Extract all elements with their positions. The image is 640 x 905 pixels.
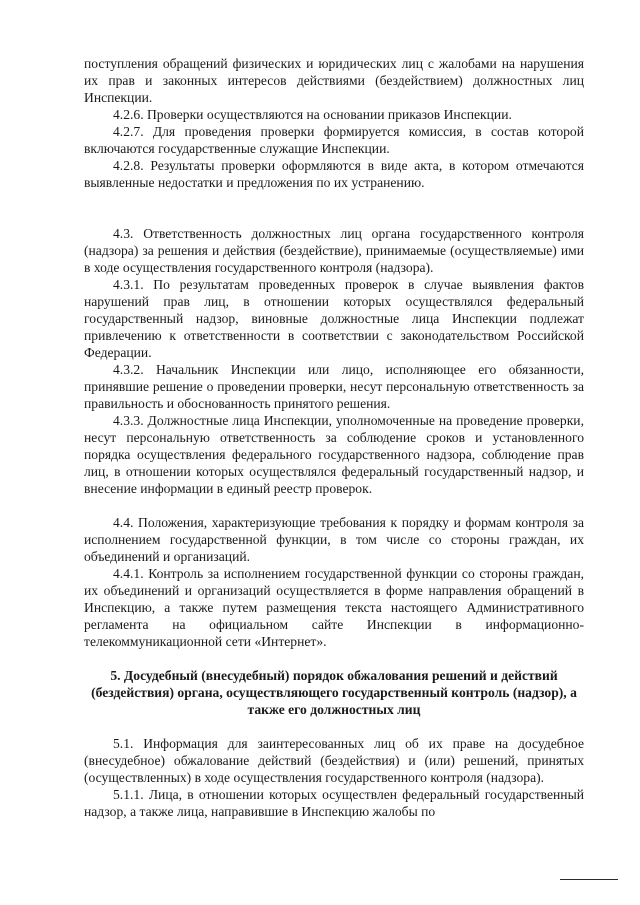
paragraph-4-3-1: 4.3.1. По результатам проведенных проверок в случае выявления фактов нарушений прав лиц, в отношении которых осуществлялся федеральный государственный надзор, виновные должностные лица Инспекции подлежат привлечению к ответственности в соответствии с законодательством Российской Федерации.: [84, 277, 584, 360]
paragraph-5-1: 5.1. Информация для заинтересованных лиц об их праве на досудебное (внесудебное) обжалование действий (бездействия) и (или) решений, принятых (осуществленных) в ходе осуществления государственного контроля (надзора).: [84, 736, 584, 785]
paragraph-5-1-1: 5.1.1. Лица, в отношении которых осуществлен федеральный государственный надзор, а также лица, направившие в Инспекцию жалобы по: [84, 787, 584, 819]
paragraph-4-2-6: 4.2.6. Проверки осуществляются на основании приказов Инспекции.: [113, 107, 512, 122]
paragraph-4-2-8: 4.2.8. Результаты проверки оформляются в виде акта, в котором отмечаются выявленные недостатки и предложения по их устранению.: [84, 158, 584, 190]
paragraph-complaints-continuation: поступления обращений физических и юридических лиц с жалобами на нарушения их прав и законных интересов действиями (бездействием) должностных лиц Инспекции.: [84, 56, 584, 105]
paragraph-4-3-2: 4.3.2. Начальник Инспекции или лицо, исполняющее его обязанности, принявшие решение о проведении проверки, несут персональную ответственность за правильность и обоснованность принятого решения.: [84, 362, 584, 411]
spacer: [84, 497, 584, 514]
paragraph-4-4: 4.4. Положения, характеризующие требования к порядку и формам контроля за исполнением государственной функции, в том числе со стороны граждан, их объединений и организаций.: [84, 515, 584, 564]
document-page: [84, 55, 584, 820]
paragraph-group-4-2: [84, 55, 584, 191]
spacer: [84, 208, 584, 225]
spacer: [84, 650, 584, 667]
paragraph-group-4-3: [84, 225, 584, 497]
footer-rule: [560, 879, 618, 880]
spacer: [84, 191, 584, 208]
spacer: [84, 718, 584, 735]
paragraph-group-5: [84, 735, 584, 820]
paragraph-4-2-7: 4.2.7. Для проведения проверки формируется комиссия, в состав которой включаются государственные служащие Инспекции.: [84, 124, 584, 156]
paragraph-4-4-1: 4.4.1. Контроль за исполнением государственной функции со стороны граждан, их объединений и организаций осуществляется в форме направления обращений в Инспекцию, а также путем размещения текста настоящего Административного регламента на официальном сайте Инспекции в информационно-телекоммуникационной сети «Интернет».: [84, 566, 584, 649]
paragraph-4-3-3: 4.3.3. Должностные лица Инспекции, уполномоченные на проведение проверки, несут персональную ответственность за соблюдение сроков и установленного порядка осуществления федерального государственного надзора, соблюдение прав лиц, в отношении которых осуществлялся федеральный государственный надзор, и внесение информации в единый реестр проверок.: [84, 413, 584, 496]
section-5-heading: 5. Досудебный (внесудебный) порядок обжалования решений и действий (бездействия) органа, осуществляющего государственный контроль (надзор), а также его должностных лиц: [91, 668, 577, 717]
paragraph-4-3: 4.3. Ответственность должностных лиц органа государственного контроля (надзора) за решения и действия (бездействие), принимаемые (осуществляемые) ими в ходе осуществления государственного контроля (надзора).: [84, 226, 584, 275]
paragraph-group-4-4: [84, 514, 584, 650]
